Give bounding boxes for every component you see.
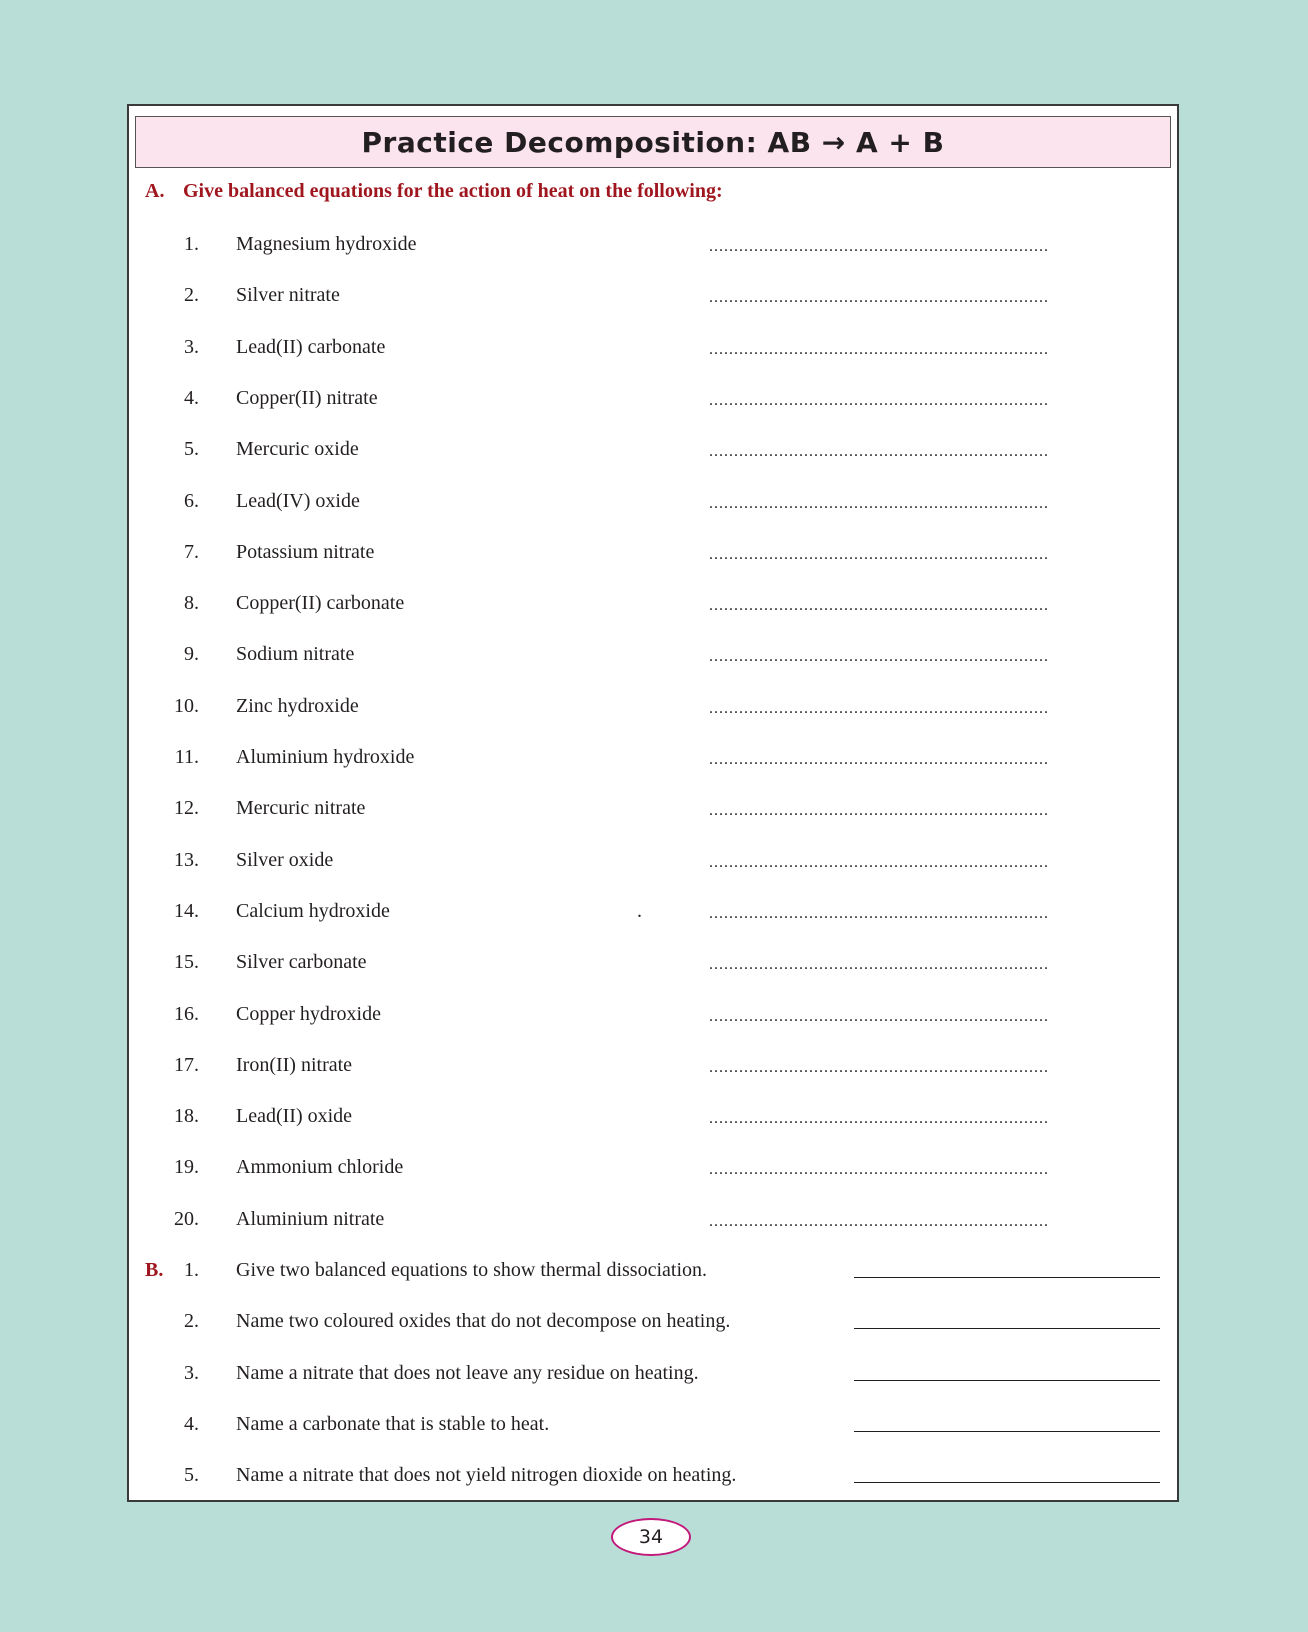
question-number: 1. bbox=[184, 1259, 199, 1281]
question-label: Copper(II) carbonate bbox=[236, 592, 405, 615]
answer-blank[interactable]: .................................................................... bbox=[709, 1058, 1049, 1076]
title-banner bbox=[135, 116, 1171, 168]
question-number: 3. bbox=[184, 1361, 199, 1384]
short-question-row bbox=[129, 1301, 1177, 1341]
question-row bbox=[129, 686, 1177, 726]
question-label: Lead(II) oxide bbox=[236, 1105, 353, 1128]
question-number: 14. bbox=[174, 899, 199, 922]
question-number: 10. bbox=[174, 694, 199, 717]
question-row bbox=[129, 583, 1177, 623]
question-label: Aluminium nitrate bbox=[236, 1207, 385, 1230]
question-row bbox=[129, 378, 1177, 418]
section-b-letter: B. bbox=[145, 1259, 164, 1281]
answer-blank[interactable]: .................................................................... bbox=[709, 648, 1049, 666]
question-number: 6. bbox=[184, 489, 199, 512]
short-question-row bbox=[129, 1455, 1177, 1495]
question-number: 16. bbox=[174, 1002, 199, 1025]
answer-blank[interactable]: .................................................................... bbox=[709, 956, 1049, 974]
question-row bbox=[129, 1147, 1177, 1187]
question-number: 9. bbox=[184, 643, 199, 666]
question-number: 11. bbox=[174, 746, 199, 768]
answer-blank[interactable]: .................................................................... bbox=[709, 494, 1049, 512]
question-label: Zinc hydroxide bbox=[236, 694, 359, 717]
question-number: 18. bbox=[174, 1105, 199, 1128]
question-number: 12. bbox=[174, 797, 199, 820]
answer-blank[interactable]: .................................................................... bbox=[709, 545, 1049, 563]
question-row bbox=[129, 788, 1177, 828]
question-row bbox=[129, 634, 1177, 674]
question-row bbox=[129, 224, 1177, 264]
answer-line[interactable] bbox=[854, 1277, 1160, 1278]
question-number: 4. bbox=[184, 1412, 199, 1435]
question-label: Mercuric nitrate bbox=[236, 797, 366, 820]
question-number: 8. bbox=[184, 592, 199, 615]
question-label: Ammonium chloride bbox=[236, 1156, 404, 1179]
question-number: 19. bbox=[174, 1156, 199, 1179]
question-number: 4. bbox=[184, 386, 199, 409]
question-row bbox=[129, 532, 1177, 572]
answer-blank[interactable]: .................................................................... bbox=[709, 802, 1049, 820]
question-label: Name a nitrate that does not leave any residue on heating. bbox=[236, 1361, 699, 1384]
short-question-row bbox=[129, 1353, 1177, 1393]
section-a-instruction: Give balanced equations for the action of heat on the following: bbox=[183, 180, 723, 202]
question-label: Calcium hydroxide bbox=[236, 899, 390, 922]
question-label: Copper(II) nitrate bbox=[236, 386, 378, 409]
page-title: Practice Decomposition: AB → A + B bbox=[361, 125, 945, 159]
answer-blank[interactable]: .................................................................... bbox=[709, 238, 1049, 255]
question-label: Mercuric oxide bbox=[236, 438, 359, 461]
question-row bbox=[129, 891, 1177, 931]
answer-line[interactable] bbox=[854, 1431, 1160, 1432]
question-label: Silver oxide bbox=[236, 848, 334, 871]
question-number: 13. bbox=[174, 848, 199, 871]
question-number: 1. bbox=[184, 233, 199, 255]
question-label: Silver nitrate bbox=[236, 284, 340, 307]
answer-blank[interactable]: .................................................................... bbox=[709, 1161, 1049, 1179]
question-row bbox=[129, 737, 1177, 777]
answer-line[interactable] bbox=[854, 1380, 1160, 1381]
question-row bbox=[129, 942, 1177, 982]
question-label: Aluminium hydroxide bbox=[236, 746, 415, 768]
answer-blank[interactable]: .................................................................... bbox=[709, 1212, 1049, 1230]
question-number: 15. bbox=[174, 951, 199, 974]
question-label: Magnesium hydroxide bbox=[236, 233, 417, 255]
question-label: Potassium nitrate bbox=[236, 540, 375, 563]
question-row bbox=[129, 275, 1177, 315]
section-a-heading bbox=[145, 180, 723, 203]
question-label: Sodium nitrate bbox=[236, 643, 355, 666]
question-row bbox=[129, 429, 1177, 469]
question-number: 5. bbox=[184, 438, 199, 461]
answer-blank[interactable]: .................................................................... bbox=[709, 443, 1049, 461]
question-row bbox=[129, 327, 1177, 367]
question-row bbox=[129, 840, 1177, 880]
answer-blank[interactable]: .................................................................... bbox=[709, 699, 1049, 717]
question-number: 20. bbox=[174, 1207, 199, 1230]
question-row bbox=[129, 1096, 1177, 1136]
question-number: 2. bbox=[184, 1310, 199, 1333]
answer-blank[interactable]: .................................................................... bbox=[709, 751, 1049, 768]
short-question-row bbox=[129, 1250, 1177, 1290]
question-label: Name a nitrate that does not yield nitrogen dioxide on heating. bbox=[236, 1464, 737, 1487]
answer-blank[interactable]: .................................................................... bbox=[709, 853, 1049, 871]
question-row bbox=[129, 994, 1177, 1034]
question-number: 3. bbox=[184, 335, 199, 358]
worksheet-page bbox=[127, 104, 1179, 1502]
question-label: Iron(II) nitrate bbox=[236, 1053, 353, 1076]
question-row bbox=[129, 1199, 1177, 1239]
answer-blank[interactable]: .................................................................... bbox=[709, 391, 1049, 409]
question-number: 7. bbox=[184, 540, 199, 563]
answer-blank[interactable]: .................................................................... bbox=[709, 1007, 1049, 1025]
question-label: Silver carbonate bbox=[236, 951, 367, 974]
question-label: Give two balanced equations to show thermal dissociation. bbox=[236, 1259, 708, 1281]
answer-line[interactable] bbox=[854, 1328, 1160, 1329]
question-label: Name a carbonate that is stable to heat. bbox=[236, 1412, 550, 1435]
question-row bbox=[129, 1045, 1177, 1085]
question-row bbox=[129, 481, 1177, 521]
answer-blank[interactable]: .................................................................... bbox=[709, 597, 1049, 615]
answer-blank[interactable]: .................................................................... bbox=[709, 289, 1049, 307]
question-number: 2. bbox=[184, 284, 199, 307]
answer-blank[interactable]: .................................................................... bbox=[709, 1110, 1049, 1128]
stray-dot: . bbox=[637, 899, 642, 922]
answer-blank[interactable]: .................................................................... bbox=[709, 340, 1049, 358]
page-number: 34 bbox=[611, 1518, 691, 1556]
question-label: Lead(II) carbonate bbox=[236, 335, 386, 358]
question-label: Name two coloured oxides that do not decompose on heating. bbox=[236, 1310, 731, 1333]
question-label: Copper hydroxide bbox=[236, 1002, 381, 1025]
question-label: Lead(IV) oxide bbox=[236, 489, 360, 512]
short-question-row bbox=[129, 1404, 1177, 1444]
section-a-letter: A. bbox=[145, 180, 165, 202]
question-number: 17. bbox=[174, 1053, 199, 1076]
answer-blank[interactable]: .................................................................... bbox=[709, 904, 1049, 922]
answer-line[interactable] bbox=[854, 1482, 1160, 1483]
question-number: 5. bbox=[184, 1464, 199, 1487]
